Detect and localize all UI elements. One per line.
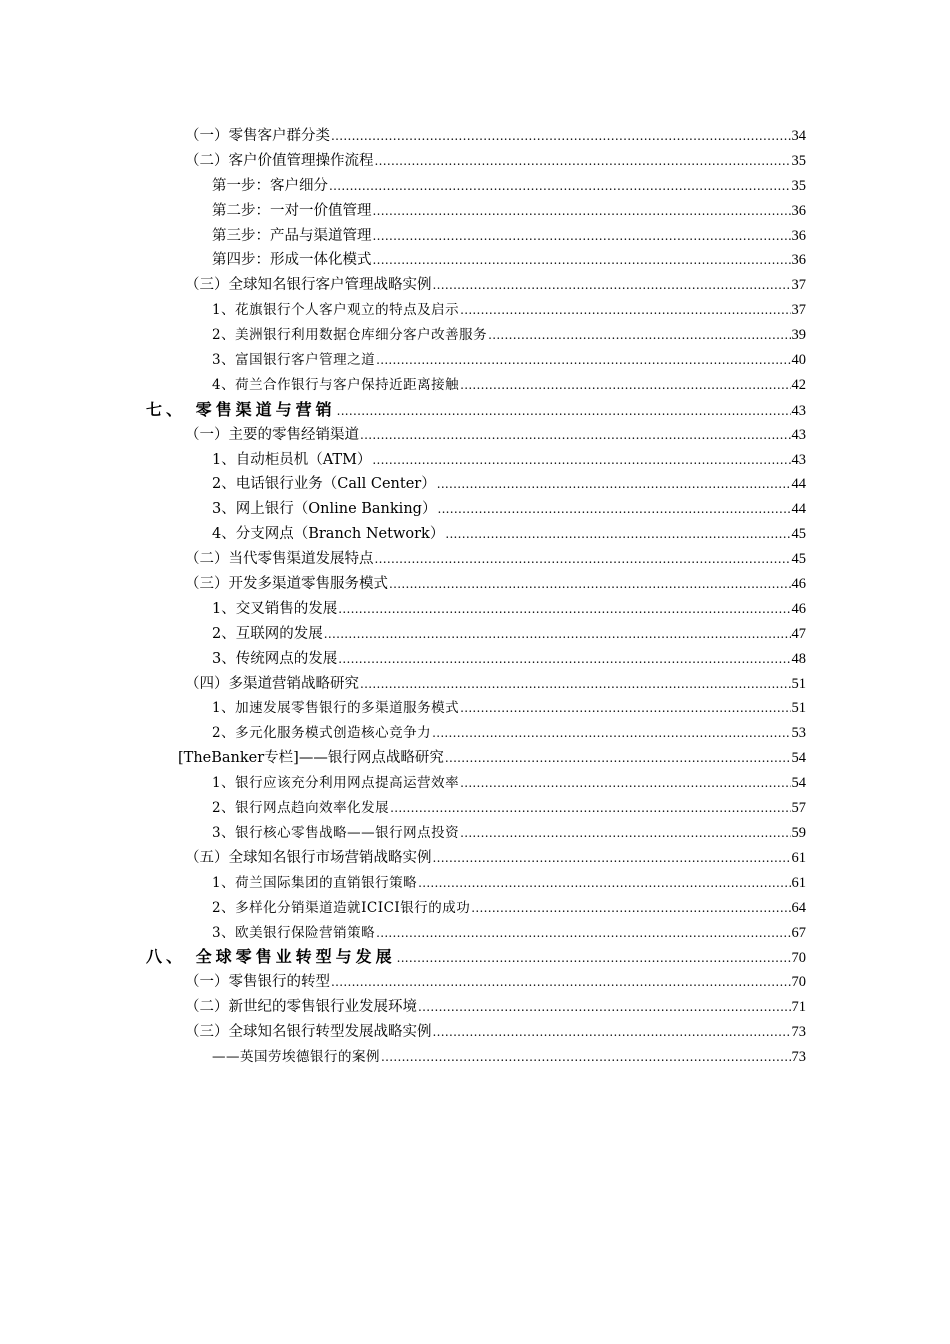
toc-entry[interactable] (0, 647, 950, 672)
toc-dot-leader (445, 746, 791, 771)
toc-dot-leader (376, 921, 790, 946)
toc-entry-title: （三）全球知名银行客户管理战略实例 (185, 277, 432, 294)
toc-entry[interactable] (0, 497, 950, 522)
toc-page-number: 36 (791, 202, 806, 219)
toc-entry-title: （二）客户价值管理操作流程 (185, 152, 374, 169)
toc-entry-title: 4、荷兰合作银行与客户保持近距离接触 (212, 376, 460, 393)
toc-entry[interactable] (0, 622, 950, 647)
toc-page-number: 61 (791, 874, 806, 891)
toc-page-number: 42 (791, 376, 806, 393)
toc-dot-leader (432, 721, 790, 746)
toc-entry-title: 3、欧美银行保险营销策略 (212, 924, 376, 941)
toc-page-number: 43 (791, 451, 806, 468)
toc-entry[interactable] (0, 199, 950, 224)
toc-page-number: 73 (791, 1048, 806, 1065)
toc-entry[interactable] (0, 448, 950, 473)
toc-dot-leader (437, 497, 790, 522)
toc-entry-title: （四）多渠道营销战略研究 (185, 675, 359, 692)
toc-entry[interactable] (0, 672, 950, 697)
toc-entry[interactable] (0, 921, 950, 946)
toc-dot-leader (437, 472, 791, 497)
toc-dot-leader (460, 696, 790, 721)
toc-entry[interactable] (0, 248, 950, 273)
toc-entry[interactable] (0, 846, 950, 871)
toc-page-number: 43 (791, 426, 806, 443)
toc-dot-leader (337, 399, 791, 424)
toc-page-number: 43 (791, 402, 806, 419)
toc-dot-leader (331, 970, 791, 995)
toc-entry[interactable] (0, 1020, 950, 1045)
toc-page-number: 45 (791, 551, 806, 568)
toc-entry-title: 4、分支网点（Branch Network） (212, 526, 445, 543)
toc-dot-leader (329, 174, 791, 199)
toc-page-number: 53 (791, 725, 806, 742)
toc-entry-title: （一）零售银行的转型 (185, 974, 330, 991)
toc-page-number: 67 (791, 924, 806, 941)
toc-dot-leader (381, 1045, 791, 1070)
toc-entry-title: 1、交叉销售的发展 (212, 600, 338, 617)
toc-entry[interactable] (0, 224, 950, 249)
toc-chapter-heading[interactable] (0, 945, 950, 970)
toc-entry-title: 七、 零售渠道与营销 (146, 399, 336, 419)
toc-entry[interactable] (0, 995, 950, 1020)
toc-entry[interactable] (0, 821, 950, 846)
toc-dot-leader (338, 647, 790, 672)
toc-entry[interactable] (0, 348, 950, 373)
toc-entry-title: 1、银行应该充分利用网点提高运营效率 (212, 775, 460, 792)
toc-entry[interactable] (0, 597, 950, 622)
toc-page-number: 37 (791, 302, 806, 319)
toc-entry-title: 1、自动柜员机（ATM） (212, 451, 372, 468)
toc-dot-leader (460, 373, 790, 398)
toc-dot-leader (375, 149, 791, 174)
toc-entry[interactable] (0, 124, 950, 149)
toc-entry-title: 2、美洲银行利用数据仓库细分客户改善服务 (212, 327, 488, 344)
toc-entry[interactable] (0, 1045, 950, 1070)
toc-page-number: 73 (791, 1024, 806, 1041)
toc-entry-title: 1、加速发展零售银行的多渠道服务模式 (212, 700, 460, 717)
toc-dot-leader (373, 248, 791, 273)
toc-dot-leader (488, 323, 790, 348)
toc-entry[interactable] (0, 771, 950, 796)
table-of-contents (0, 124, 950, 1070)
toc-dot-leader (471, 896, 790, 921)
toc-dot-leader (360, 423, 791, 448)
toc-entry[interactable] (0, 796, 950, 821)
toc-entry-title: 3、银行核心零售战略——银行网点投资 (212, 824, 460, 841)
toc-entry[interactable] (0, 174, 950, 199)
toc-dot-leader (372, 448, 790, 473)
toc-page-number: 34 (791, 128, 806, 144)
toc-entry-title: 3、网上银行（Online Banking） (212, 501, 437, 518)
toc-dot-leader (338, 597, 790, 622)
toc-entry-title: 1、花旗银行个人客户观立的特点及启示 (212, 302, 460, 319)
toc-page-number: 59 (791, 824, 806, 841)
toc-entry[interactable] (0, 472, 950, 497)
toc-entry-title: [TheBanker专栏]——银行网点战略研究 (178, 750, 444, 767)
toc-entry-title: 3、富国银行客户管理之道 (212, 352, 376, 369)
toc-entry[interactable] (0, 423, 950, 448)
toc-entry-title: 2、互联网的发展 (212, 625, 323, 642)
toc-entry-title: （五）全球知名银行市场营销战略实例 (185, 849, 432, 866)
toc-page-number: 57 (791, 800, 806, 817)
toc-entry-title: 2、电话银行业务（Call Center） (212, 476, 436, 493)
toc-page-number: 39 (791, 327, 806, 344)
toc-entry-title: （三）全球知名银行转型发展战略实例 (185, 1024, 432, 1041)
toc-entry-title: （一）主要的零售经销渠道 (185, 426, 359, 443)
toc-page-number: 36 (791, 252, 806, 269)
toc-entry-title: （三）开发多渠道零售服务模式 (185, 576, 388, 593)
toc-entry[interactable] (0, 323, 950, 348)
toc-dot-leader (389, 572, 791, 597)
toc-page-number: 40 (791, 352, 806, 369)
toc-entry[interactable] (0, 547, 950, 572)
toc-dot-leader (397, 946, 791, 971)
toc-dot-leader (418, 871, 790, 896)
toc-entry[interactable] (0, 871, 950, 896)
toc-page-number: 36 (791, 227, 806, 244)
toc-entry-title: 第三步：产品与渠道管理 (212, 227, 372, 244)
toc-entry[interactable] (0, 696, 950, 721)
toc-page-number: 54 (791, 775, 806, 792)
toc-entry-title: 3、传统网点的发展 (212, 650, 338, 667)
toc-entry[interactable] (0, 572, 950, 597)
toc-dot-leader (360, 672, 791, 697)
toc-dot-leader (445, 522, 790, 547)
toc-dot-leader (324, 622, 791, 647)
toc-page-number: 46 (791, 576, 806, 593)
toc-entry-title: 2、多元化服务模式创造核心竞争力 (212, 725, 432, 742)
toc-entry[interactable] (0, 298, 950, 323)
toc-dot-leader (331, 124, 791, 149)
toc-page-number: 35 (791, 152, 806, 169)
toc-page-number: 44 (791, 501, 806, 518)
toc-dot-leader (390, 796, 790, 821)
toc-dot-leader (376, 348, 790, 373)
toc-dot-leader (433, 1020, 791, 1045)
toc-entry-title: 1、荷兰国际集团的直销银行策略 (212, 874, 418, 891)
toc-page-number: 71 (791, 999, 806, 1016)
toc-page-number: 44 (791, 476, 806, 493)
toc-page-number: 61 (791, 849, 806, 866)
toc-page-number: 54 (791, 750, 806, 767)
toc-dot-leader (375, 547, 791, 572)
toc-page-number: 51 (791, 675, 806, 692)
toc-page-number: 45 (791, 526, 806, 543)
toc-entry-title: （二）新世纪的零售银行业发展环境 (185, 999, 417, 1016)
toc-entry[interactable] (0, 522, 950, 547)
toc-entry-title: 第四步：形成一体化模式 (212, 252, 372, 269)
toc-page-number: 70 (791, 974, 806, 991)
toc-entry[interactable] (0, 721, 950, 746)
toc-dot-leader (460, 771, 790, 796)
toc-dot-leader (460, 298, 790, 323)
toc-entry-title: 八、 全球零售业转型与发展 (146, 947, 396, 967)
toc-entry[interactable] (0, 896, 950, 921)
toc-chapter-heading[interactable] (0, 398, 950, 423)
toc-page-number: 46 (791, 600, 806, 617)
toc-entry-title: （二）当代零售渠道发展特点 (185, 551, 374, 568)
toc-entry-title: 第一步：客户细分 (212, 177, 328, 194)
toc-page-number: 70 (791, 950, 806, 967)
toc-page-number: 64 (791, 899, 806, 916)
toc-dot-leader (373, 199, 791, 224)
toc-entry-title: ——英国劳埃德银行的案例 (212, 1048, 380, 1065)
toc-entry[interactable] (0, 149, 950, 174)
toc-page-number: 37 (791, 277, 806, 294)
toc-entry-title: 2、多样化分销渠道造就ICICI银行的成功 (212, 899, 471, 916)
toc-entry-title: 第二步：一对一价值管理 (212, 202, 372, 219)
toc-page-number: 48 (791, 650, 806, 667)
toc-page-number: 47 (791, 625, 806, 642)
toc-dot-leader (433, 273, 791, 298)
toc-page-number: 35 (791, 177, 806, 194)
toc-entry[interactable] (0, 373, 950, 398)
toc-dot-leader (433, 846, 791, 871)
toc-entry[interactable] (0, 273, 950, 298)
toc-dot-leader (373, 224, 791, 249)
toc-entry[interactable] (0, 970, 950, 995)
toc-entry-title: （一）零售客户群分类 (185, 128, 330, 144)
toc-page-number: 51 (791, 700, 806, 717)
toc-dot-leader (460, 821, 790, 846)
toc-entry[interactable] (0, 746, 950, 771)
toc-entry-title: 2、银行网点趋向效率化发展 (212, 800, 390, 817)
toc-dot-leader (418, 995, 791, 1020)
